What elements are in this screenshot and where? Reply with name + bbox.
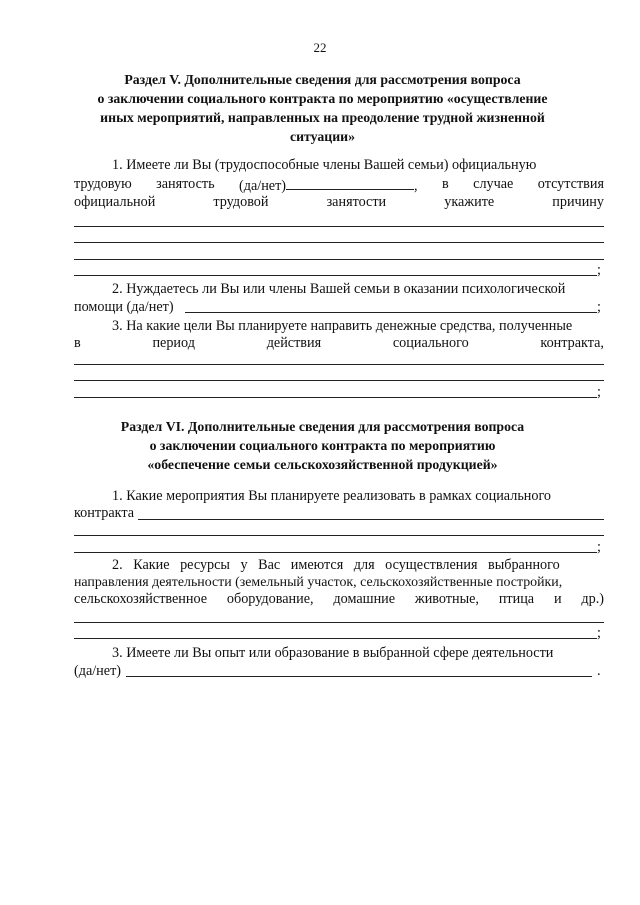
- s5-q1-comma: ,: [414, 178, 418, 194]
- s5-q1-word: в: [442, 176, 449, 192]
- section-5-title-line: о заключении социального контракта по мероприятию «осуществление: [97, 91, 548, 106]
- section-5-title-line: ситуации»: [289, 129, 356, 144]
- section-5-title: [60, 70, 585, 146]
- s6-q3-answer-line[interactable]: [126, 676, 592, 677]
- s6-q2-text: направления деятельности (земельный участок, сельскохозяйственные постройки,: [74, 575, 563, 590]
- s5-q1-word: занятость: [156, 176, 215, 192]
- s6-q1-answer-line[interactable]: [74, 535, 604, 536]
- s6-q2-word: сельскохозяйственное: [74, 591, 208, 607]
- s6-q2-answer-line[interactable]: [74, 638, 597, 639]
- s6-q3-text: (да/нет): [74, 663, 121, 679]
- s6-q1-end: ;: [597, 539, 601, 555]
- s5-q2-end: ;: [597, 299, 601, 315]
- s6-q1-answer-line[interactable]: [138, 519, 604, 520]
- s6-q2-word: птица: [498, 591, 535, 607]
- s6-q2-word: животные,: [414, 591, 479, 607]
- s5-q1-word: случае: [473, 176, 514, 192]
- s5-q3-answer-line[interactable]: [74, 397, 597, 398]
- s6-q2-line3: [74, 591, 604, 608]
- section-6-title-line: о заключении социального контракта по мероприятию: [149, 438, 496, 453]
- s5-q3-word: контракта,: [540, 335, 604, 351]
- s5-q3-line2: [74, 335, 604, 352]
- s5-q1-word: трудовой: [213, 194, 269, 210]
- s5-q1-line2: [74, 176, 604, 195]
- s6-q2-end: ;: [597, 625, 601, 641]
- s5-q2-text: помощи (да/нет): [74, 299, 174, 315]
- s5-q1-word: (да/нет): [239, 178, 287, 194]
- s5-q2-text: 2. Нуждаетесь ли Вы или члены Вашей семьи в оказании психологической: [112, 281, 566, 297]
- s6-q2-word: и: [553, 591, 562, 607]
- s5-q1-word: причину: [552, 194, 604, 210]
- s6-q2-line1: 2. Какие ресурсы у Вас имеются для осуществления выбранного: [112, 557, 560, 573]
- s5-q3-word: период: [152, 335, 195, 351]
- s5-q1-answer-line[interactable]: [74, 242, 604, 243]
- s5-q1-end: ;: [597, 262, 601, 278]
- s5-q3-end: ;: [597, 384, 601, 400]
- s5-q3-answer-line[interactable]: [74, 364, 604, 365]
- s6-q2-word: оборудование,: [226, 591, 314, 607]
- s5-q1-word: официальной: [74, 194, 156, 210]
- s5-q1-word: отсутствия: [537, 176, 604, 192]
- section-5-title-line: иных мероприятий, направленных на преодоление трудной жизненной: [100, 110, 545, 125]
- s6-q3-text: 3. Имеете ли Вы опыт или образование в выбранной сфере деятельности: [112, 645, 554, 661]
- s6-q2-text: [112, 557, 604, 574]
- s6-q2-answer-line[interactable]: [74, 622, 604, 623]
- s5-q3-word: действия: [266, 335, 322, 351]
- s6-q2-word: домашние: [333, 591, 396, 607]
- s5-q3-text: 3. На какие цели Вы планируете направить денежные средства, полученные: [112, 318, 573, 334]
- s5-q1-answer-line[interactable]: [74, 259, 604, 260]
- s5-q1-answer-field[interactable]: [286, 176, 414, 190]
- s5-q1-text: 1. Имеете ли Вы (трудоспособные члены Вашей семьи) официальную: [112, 157, 537, 173]
- s5-q1-word: занятости: [326, 194, 387, 210]
- s6-q2-word: др.): [581, 591, 604, 607]
- section-6-title-line: «обеспечение семьи сельскохозяйственной продукцией»: [147, 457, 498, 472]
- s6-q1-text: контракта: [74, 505, 134, 521]
- s5-q1-answer-line[interactable]: [74, 226, 604, 227]
- s5-q3-answer-line[interactable]: [74, 380, 604, 381]
- s5-q1-answer-line[interactable]: [74, 275, 597, 276]
- s6-q1-answer-line[interactable]: [74, 552, 597, 553]
- s5-q3-word: в: [74, 335, 81, 351]
- section-6-title-line: Раздел VI. Дополнительные сведения для рассмотрения вопроса: [120, 419, 525, 434]
- s5-q2-answer-line[interactable]: [185, 312, 597, 313]
- section-5-title-line: Раздел V. Дополнительные сведения для рассмотрения вопроса: [124, 72, 521, 87]
- page-number: 22: [313, 40, 327, 55]
- s6-q3-end: .: [597, 663, 601, 679]
- section-6-title: [60, 417, 585, 474]
- s5-q1-word: трудовую: [74, 176, 132, 192]
- s5-q1-answer-inline[interactable]: [239, 176, 418, 195]
- s5-q1-line3: [74, 194, 604, 211]
- s6-q1-text: 1. Какие мероприятия Вы планируете реализовать в рамках социального: [112, 488, 552, 504]
- s5-q1-word: укажите: [444, 194, 495, 210]
- s5-q3-word: социального: [392, 335, 469, 351]
